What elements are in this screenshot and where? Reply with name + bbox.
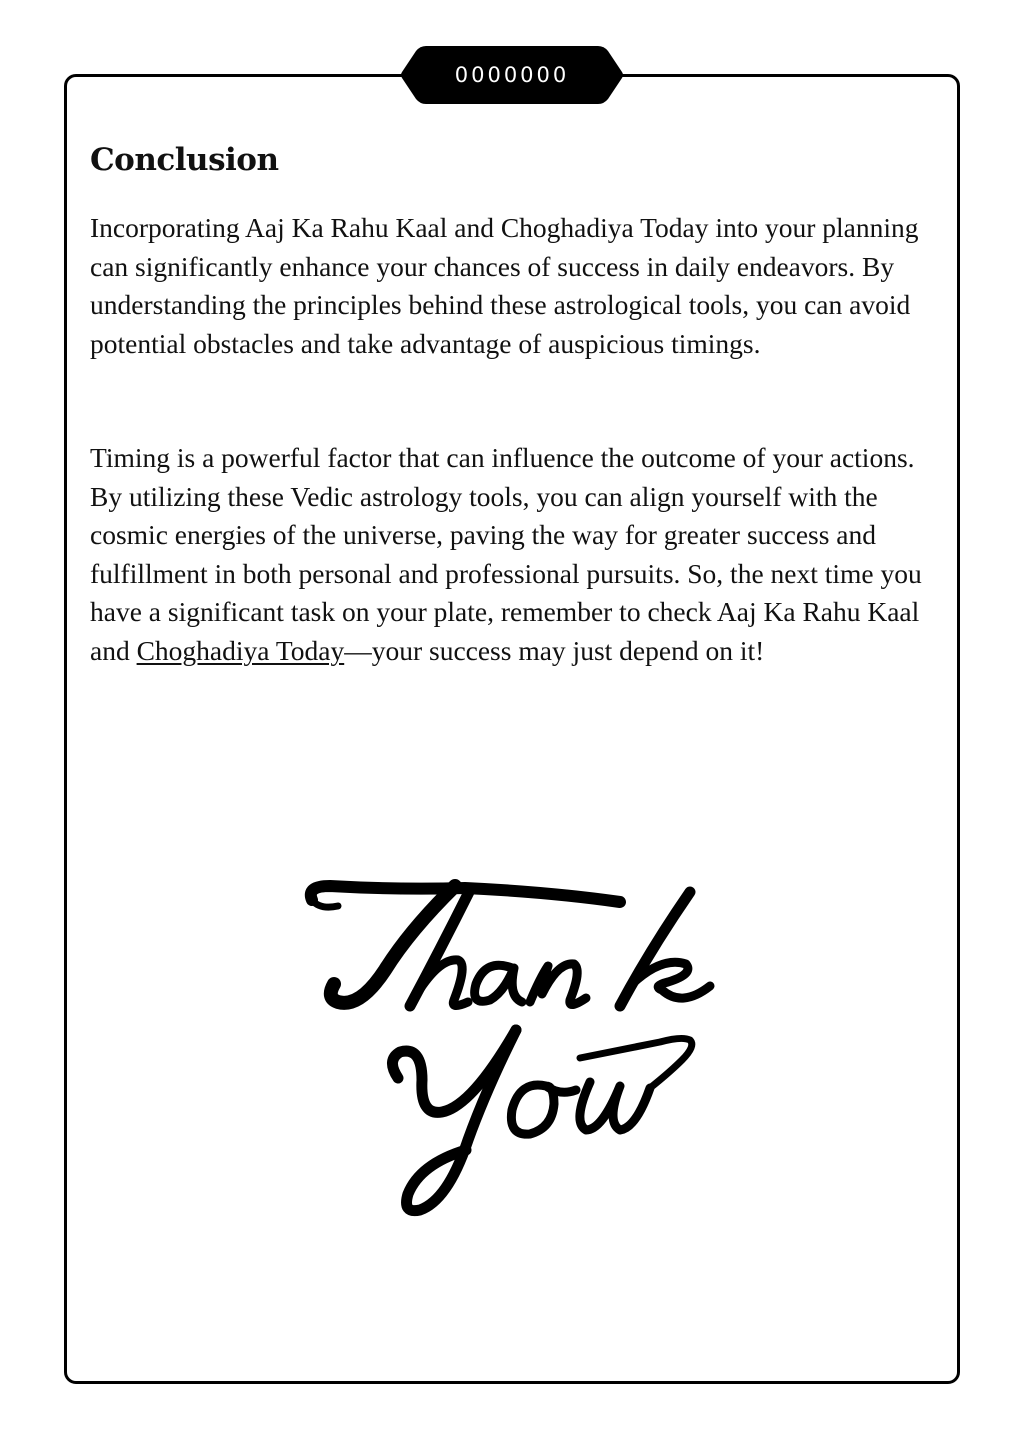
paragraph-2-text: Timing is a powerful factor that can influence the outcome of your actions. By utilizing these Vedic astrology tools, you can align yourself with the cosmic energies of the universe, paving the way for greater success and fulfillment in both personal and professional pursuits. So, the next time you have a significant task on your plate, remember to check Aaj Ka Rahu Kaal and	[90, 442, 922, 666]
thank-you-lettering	[290, 860, 740, 1240]
section-heading: Conclusion	[90, 142, 279, 178]
paragraph-2-tail: —your success may just depend on it!	[344, 634, 765, 666]
choghadiya-today-link[interactable]: Choghadiya Today	[136, 634, 345, 666]
page-number-badge	[400, 44, 624, 106]
badge-label: 0000000	[454, 63, 570, 87]
paragraph-1: Incorporating Aaj Ka Rahu Kaal and Choghadiya Today into your planning can significantly enhance your chances of success in daily endeavors. By understanding the principles behind these astrological tools, you can avoid potential obstacles and take advantage of auspicious timings.	[90, 212, 919, 359]
paragraph-2	[90, 439, 940, 670]
thank-you-artwork	[290, 860, 740, 1240]
